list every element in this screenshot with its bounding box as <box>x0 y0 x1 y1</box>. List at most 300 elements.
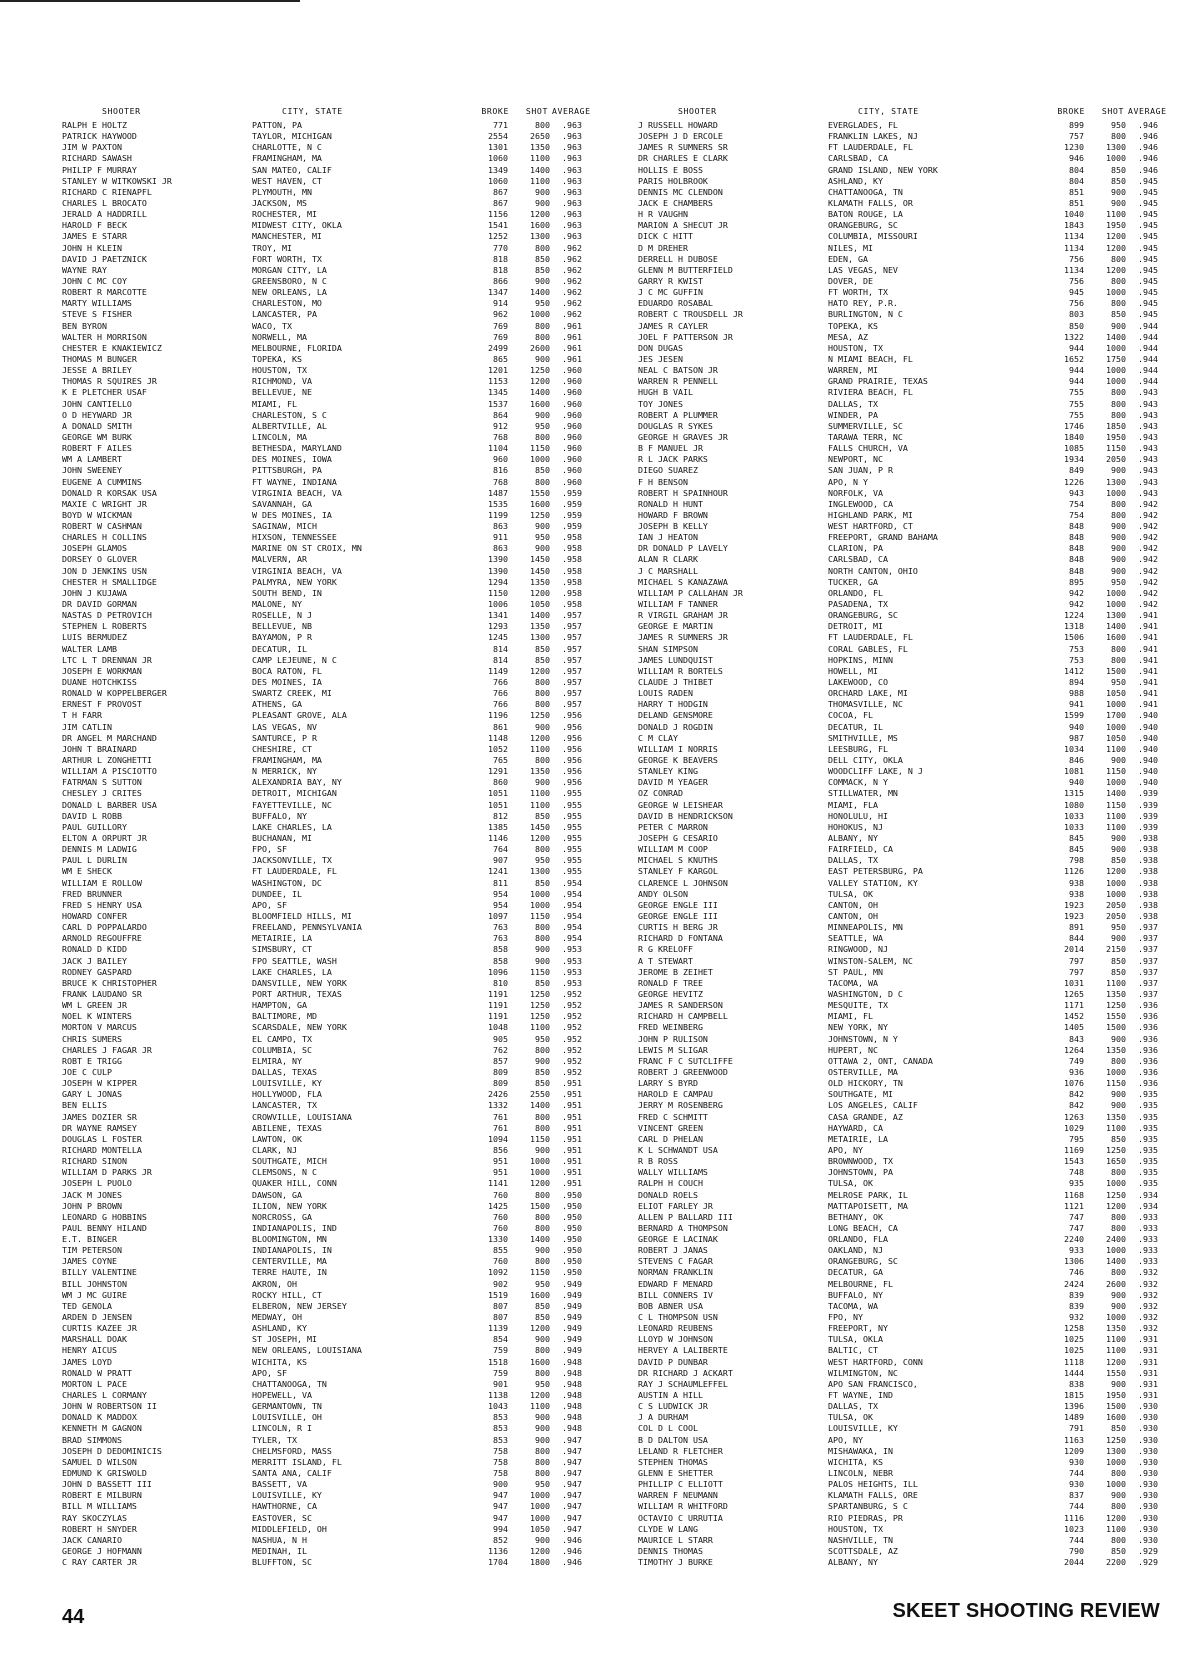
city-state: MIDDLEFIELD, OH <box>252 1523 327 1534</box>
shot-count: 900 <box>535 1055 550 1066</box>
broke-count: 853 <box>493 1434 508 1445</box>
broke-count: 899 <box>1069 120 1084 130</box>
city-state: BUFFALO, NY <box>828 1289 883 1300</box>
shot-count: 1000 <box>1106 287 1126 298</box>
broke-count: 855 <box>493 1245 508 1256</box>
shot-count: 1350 <box>1106 1044 1126 1055</box>
table-row <box>638 878 1170 889</box>
broke-count: 867 <box>493 186 508 197</box>
broke-count: 758 <box>493 1468 508 1479</box>
average: .947 <box>562 1434 582 1445</box>
average: .955 <box>562 810 582 821</box>
shot-count: 1000 <box>1106 1312 1126 1323</box>
average: .932 <box>1138 1323 1158 1334</box>
table-row <box>62 1022 594 1033</box>
table-row <box>638 1390 1170 1401</box>
shot-count: 1400 <box>530 1100 550 1111</box>
shot-count: 900 <box>1111 833 1126 843</box>
shot-count: 900 <box>535 186 550 197</box>
table-row <box>62 1145 594 1156</box>
broke-count: 1025 <box>1064 1345 1084 1356</box>
shooter-name: DAVID B HENDRICKSON <box>638 810 733 821</box>
shot-count: 1550 <box>1106 1367 1126 1378</box>
broke-count: 798 <box>1069 855 1084 866</box>
shooter-name: DORSEY O GLOVER <box>62 554 137 565</box>
average: .935 <box>1138 1100 1158 1111</box>
average: .942 <box>1138 576 1158 587</box>
shooter-name: RICHARD D FONTANA <box>638 933 723 944</box>
shooter-name: RONALD W PRATT <box>62 1367 132 1378</box>
city-state: LONG BEACH, CA <box>828 1222 898 1233</box>
table-row <box>62 499 594 510</box>
city-state: SWARTZ CREEK, MI <box>252 688 332 699</box>
broke-count: 1934 <box>1064 454 1084 465</box>
average: .960 <box>562 454 582 465</box>
average: .941 <box>1138 665 1158 676</box>
broke-count: 1134 <box>1064 242 1084 253</box>
shooter-name: GEORGE K BEAVERS <box>638 755 718 766</box>
table-row <box>638 1123 1170 1134</box>
shooter-name: JAMES R SUMNERS JR <box>638 632 728 643</box>
table-row <box>62 387 594 398</box>
table-row <box>638 488 1170 499</box>
city-state: WEST HARTFORD, CONN <box>828 1356 923 1367</box>
table-row <box>62 1501 594 1512</box>
shooter-name: JAMES DOZIER SR <box>62 1111 137 1122</box>
average: .951 <box>562 1156 582 1167</box>
table-row <box>638 844 1170 855</box>
average: .952 <box>562 1022 582 1033</box>
city-state: N MIAMI BEACH, FL <box>828 353 913 364</box>
broke-count: 1487 <box>488 487 508 498</box>
shooter-name: DONALD J ROGDIN <box>638 721 713 732</box>
city-state: LOS ANGELES, CALIF <box>828 1100 918 1111</box>
broke-count: 768 <box>493 476 508 487</box>
average: .944 <box>1138 320 1158 331</box>
shooter-name: DOUGLAS R SYKES <box>638 420 713 431</box>
city-state: MEDINAH, IL <box>252 1546 307 1556</box>
city-state: EL CAMPO, TX <box>252 1033 312 1044</box>
table-row <box>62 1546 594 1557</box>
average: .945 <box>1138 242 1158 253</box>
left-table-body <box>62 120 594 1568</box>
shot-count: 1350 <box>530 142 550 153</box>
shot-count: 950 <box>535 420 550 431</box>
table-row <box>638 499 1170 510</box>
shot-count: 950 <box>535 1033 550 1044</box>
table-row <box>62 209 594 220</box>
city-state: DELL CITY, OKLA <box>828 755 903 766</box>
shooter-name: ROBERT A PLUMMER <box>638 409 718 420</box>
average: .933 <box>1138 1245 1158 1256</box>
shooter-name: HOLLIS E BOSS <box>638 164 703 175</box>
shot-count: 1200 <box>530 833 550 843</box>
average: .935 <box>1138 1144 1158 1155</box>
shooter-name: ARTHUR L ZONGHETTI <box>62 755 152 766</box>
table-row <box>638 1535 1170 1546</box>
shot-count: 1450 <box>530 565 550 576</box>
broke-count: 1043 <box>488 1401 508 1412</box>
shooter-name: KENNETH M GAGNON <box>62 1423 142 1434</box>
shooter-name: PAUL GUILLORY <box>62 821 127 832</box>
shooter-name: C L THOMPSON USN <box>638 1312 718 1323</box>
average: .950 <box>562 1256 582 1267</box>
city-state: ST JOSEPH, MI <box>252 1334 317 1345</box>
average: .957 <box>562 677 582 688</box>
shooter-name: WM A LAMBERT <box>62 454 122 465</box>
table-row <box>638 1290 1170 1301</box>
shooter-name: ROBERT H SNYDER <box>62 1523 137 1534</box>
shooter-name: A T STEWART <box>638 955 693 966</box>
table-row <box>638 1190 1170 1201</box>
table-row <box>638 1212 1170 1223</box>
city-state: RIVIERA BEACH, FL <box>828 387 913 398</box>
shot-count: 1400 <box>1106 621 1126 632</box>
table-row <box>62 644 594 655</box>
shot-count: 1500 <box>1106 665 1126 676</box>
broke-count: 867 <box>493 197 508 208</box>
broke-count: 1543 <box>1064 1156 1084 1167</box>
average: .963 <box>562 164 582 175</box>
shooter-name: JERRY M ROSENBERG <box>638 1100 723 1111</box>
shooter-name: CHESLEY J CRITES <box>62 788 142 799</box>
broke-count: 807 <box>493 1312 508 1323</box>
average: .935 <box>1138 1156 1158 1167</box>
city-state: HAWTHORNE, CA <box>252 1501 317 1512</box>
broke-count: 1060 <box>488 153 508 164</box>
city-state: METAIRIE, LA <box>252 933 312 944</box>
average: .959 <box>562 487 582 498</box>
shooter-name: CHARLES H COLLINS <box>62 532 147 543</box>
shot-count: 1350 <box>530 766 550 777</box>
shot-count: 1100 <box>1106 743 1126 754</box>
broke-count: 1815 <box>1064 1390 1084 1401</box>
average: .955 <box>562 844 582 855</box>
broke-count: 1541 <box>488 220 508 231</box>
shot-count: 1500 <box>1106 1401 1126 1412</box>
shooter-name: JOHN W ROBERTSON II <box>62 1401 157 1412</box>
city-state: HIXSON, TENNESSEE <box>252 532 337 543</box>
city-state: CHELMSFORD, MASS <box>252 1445 332 1456</box>
shooter-name: JOHN J KUJAWA <box>62 587 127 598</box>
table-row <box>62 1112 594 1123</box>
shot-count: 1250 <box>530 509 550 520</box>
table-row <box>638 399 1170 410</box>
city-state: PATTON, PA <box>252 120 302 130</box>
broke-count: 1029 <box>1064 1122 1084 1133</box>
broke-count: 814 <box>493 643 508 654</box>
shot-count: 1200 <box>530 376 550 387</box>
city-state: SEATTLE, WA <box>828 933 883 944</box>
table-row <box>638 309 1170 320</box>
shooter-name: BRAD SIMMONS <box>62 1434 122 1445</box>
broke-count: 866 <box>493 275 508 286</box>
broke-count: 1052 <box>488 743 508 754</box>
average: .932 <box>1138 1278 1158 1289</box>
table-row <box>638 554 1170 565</box>
shooter-name: ERNEST F PROVOST <box>62 699 142 710</box>
city-state: APO, NY <box>828 1144 863 1155</box>
shot-count: 1250 <box>1106 1434 1126 1445</box>
average: .931 <box>1138 1334 1158 1345</box>
broke-count: 1263 <box>1064 1111 1084 1122</box>
shot-count: 800 <box>535 331 550 342</box>
shooter-name: SHAN SIMPSON <box>638 643 698 654</box>
city-state: LANCASTER, PA <box>252 309 317 320</box>
shooter-name: JOHN T BRAINARD <box>62 743 137 754</box>
average: .932 <box>1138 1267 1158 1278</box>
shooter-name: ALAN R CLARK <box>638 554 698 565</box>
shooter-name: R L JACK PARKS <box>638 454 708 465</box>
table-row <box>62 142 594 153</box>
city-state: ROCHESTER, MI <box>252 209 317 220</box>
broke-count: 851 <box>1069 197 1084 208</box>
average: .957 <box>562 654 582 665</box>
broke-count: 809 <box>493 1066 508 1077</box>
broke-count: 1168 <box>1064 1189 1084 1200</box>
shooter-name: JOSEPH D DEDOMINICIS <box>62 1445 162 1456</box>
average: .931 <box>1138 1356 1158 1367</box>
broke-count: 766 <box>493 677 508 688</box>
table-row <box>638 1345 1170 1356</box>
city-state: WARREN, MI <box>828 365 878 376</box>
shot-count: 900 <box>535 521 550 532</box>
shot-count: 1000 <box>1106 1178 1126 1189</box>
shot-count: 850 <box>535 253 550 264</box>
shot-count: 1100 <box>530 788 550 799</box>
shooter-name: OZ CONRAD <box>638 788 683 799</box>
shooter-name: WILLIAM I NORRIS <box>638 743 718 754</box>
shooter-name: GEORGE H GRAVES JR <box>638 431 728 442</box>
shot-count: 900 <box>1111 197 1126 208</box>
shooter-name: GEORGE ENGLE III <box>638 899 718 910</box>
shooter-name: JOSEPH W KIPPER <box>62 1078 137 1089</box>
shot-count: 800 <box>1111 387 1126 398</box>
table-row <box>638 1435 1170 1446</box>
shot-count: 800 <box>1111 1167 1126 1178</box>
average: .940 <box>1138 721 1158 732</box>
shot-count: 1150 <box>1106 799 1126 810</box>
shooter-name: FATRMAN S SUTTON <box>62 777 142 788</box>
city-state: WINDER, PA <box>828 409 878 420</box>
table-row <box>638 1312 1170 1323</box>
average: .945 <box>1138 253 1158 264</box>
shooter-name: ROBERT J JANAS <box>638 1245 708 1256</box>
shooter-name: HAROLD E CAMPAU <box>638 1089 713 1100</box>
broke-count: 848 <box>1069 565 1084 576</box>
shooter-name: CHARLES J FAGAR JR <box>62 1044 152 1055</box>
average: .945 <box>1138 186 1158 197</box>
table-row <box>62 1178 594 1189</box>
average: .930 <box>1138 1456 1158 1467</box>
shooter-name: JACK E CHAMBERS <box>638 197 713 208</box>
city-state: EDEN, GA <box>828 253 868 264</box>
shooter-name: DOUGLAS L FOSTER <box>62 1133 142 1144</box>
shot-count: 1550 <box>1106 1011 1126 1022</box>
city-state: WEST HAVEN, CT <box>252 175 322 186</box>
average: .952 <box>562 1000 582 1011</box>
average: .945 <box>1138 275 1158 286</box>
average: .930 <box>1138 1401 1158 1412</box>
shot-count: 1600 <box>1106 1412 1126 1423</box>
shot-count: 800 <box>535 1256 550 1267</box>
city-state: BASSETT, VA <box>252 1479 307 1490</box>
shot-count: 1100 <box>530 153 550 164</box>
city-state: NASHVILLE, TN <box>828 1534 893 1545</box>
broke-count: 849 <box>1069 465 1084 476</box>
table-row <box>62 699 594 710</box>
average: .951 <box>562 1122 582 1133</box>
average: .956 <box>562 743 582 754</box>
broke-count: 1385 <box>488 821 508 832</box>
city-state: CHESHIRE, CT <box>252 743 312 754</box>
city-state: LINCOLN, NEBR <box>828 1468 893 1479</box>
city-state: BOCA RATON, FL <box>252 665 322 676</box>
shot-count: 800 <box>535 1468 550 1479</box>
broke-count: 891 <box>1069 922 1084 933</box>
city-state: TERRE HAUTE, IN <box>252 1267 327 1278</box>
table-row <box>62 1557 594 1568</box>
shot-count: 2050 <box>1106 454 1126 465</box>
city-state: LAS VEGAS, NEV <box>828 264 898 275</box>
table-row <box>62 844 594 855</box>
average: .951 <box>562 1089 582 1100</box>
broke-count: 1126 <box>1064 866 1084 877</box>
header-city-state: CITY, STATE <box>858 106 919 116</box>
shooter-name: ELTON A ORPURT JR <box>62 833 147 843</box>
broke-count: 1315 <box>1064 788 1084 799</box>
shot-count: 1200 <box>530 209 550 220</box>
table-row <box>638 231 1170 242</box>
shot-count: 800 <box>1111 1055 1126 1066</box>
broke-count: 1535 <box>488 498 508 509</box>
table-row <box>638 1546 1170 1557</box>
shot-count: 900 <box>1111 565 1126 576</box>
average: .943 <box>1138 443 1158 454</box>
table-row <box>638 1022 1170 1033</box>
city-state: LAS VEGAS, NV <box>252 721 317 732</box>
broke-count: 1264 <box>1064 1044 1084 1055</box>
shooter-name: ROBERT E MILBURN <box>62 1490 142 1501</box>
broke-count: 1060 <box>488 175 508 186</box>
broke-count: 760 <box>493 1222 508 1233</box>
city-state: LOUISVILLE, OH <box>252 1412 322 1423</box>
shooter-name: JOHN SWEENEY <box>62 465 122 476</box>
shooter-name: JACK J BAILEY <box>62 955 127 966</box>
shot-count: 1200 <box>1106 866 1126 877</box>
shot-count: 1350 <box>530 576 550 587</box>
shooter-name: C S LUDWICK JR <box>638 1401 708 1412</box>
shooter-name: STANLEY KING <box>638 766 698 777</box>
shot-count: 900 <box>1111 844 1126 855</box>
city-state: WACO, TX <box>252 320 292 331</box>
city-state: LINCOLN, R I <box>252 1423 312 1434</box>
shot-count: 1750 <box>1106 353 1126 364</box>
average: .936 <box>1138 1033 1158 1044</box>
average: .938 <box>1138 910 1158 921</box>
broke-count: 1341 <box>488 610 508 621</box>
city-state: MORGAN CITY, LA <box>252 264 327 275</box>
average: .961 <box>562 331 582 342</box>
table-row <box>62 577 594 588</box>
shot-count: 800 <box>535 844 550 855</box>
table-row <box>62 554 594 565</box>
average: .936 <box>1138 1022 1158 1033</box>
table-row <box>62 1056 594 1067</box>
city-state: LOUISVILLE, KY <box>828 1423 898 1434</box>
broke-count: 753 <box>1069 643 1084 654</box>
city-state: APO, NY <box>828 1434 863 1445</box>
broke-count: 858 <box>493 944 508 955</box>
table-row <box>638 1368 1170 1379</box>
shot-count: 800 <box>1111 275 1126 286</box>
shot-count: 1150 <box>530 443 550 454</box>
city-state: HATO REY, P.R. <box>828 298 898 309</box>
table-row <box>638 1134 1170 1145</box>
shooter-name: GARY L JONAS <box>62 1089 122 1100</box>
average: .956 <box>562 777 582 788</box>
city-state: KLAMATH FALLS, OR <box>828 197 913 208</box>
table-row <box>62 1045 594 1056</box>
shot-count: 950 <box>1111 677 1126 688</box>
city-state: BETHANY, OK <box>828 1211 883 1222</box>
city-state: ALBANY, NY <box>828 1557 878 1568</box>
shooter-name: CURTIS H BERG JR <box>638 922 718 933</box>
shot-count: 850 <box>1111 175 1126 186</box>
average: .946 <box>562 1557 582 1568</box>
shot-count: 900 <box>1111 933 1126 944</box>
city-state: EAST PETERSBURG, PA <box>828 866 923 877</box>
average: .945 <box>1138 264 1158 275</box>
city-state: FT LAUDERDALE, FL <box>252 866 337 877</box>
city-state: BURLINGTON, N C <box>828 309 903 320</box>
table-row <box>62 343 594 354</box>
average: .946 <box>1138 142 1158 153</box>
broke-count: 1704 <box>488 1557 508 1568</box>
city-state: MIAMI, FL <box>252 398 297 409</box>
shooter-name: BEN BYRON <box>62 320 107 331</box>
table-row <box>62 198 594 209</box>
city-state: HAMPTON, GA <box>252 1000 307 1011</box>
average: .951 <box>562 1167 582 1178</box>
average: .960 <box>562 476 582 487</box>
shot-count: 900 <box>1111 521 1126 532</box>
average: .935 <box>1138 1122 1158 1133</box>
shooter-name: RICHARD SAWASH <box>62 153 132 164</box>
shooter-name: ROBT E TRIGG <box>62 1055 122 1066</box>
average: .958 <box>562 532 582 543</box>
average: .955 <box>562 799 582 810</box>
shot-count: 1200 <box>530 1390 550 1401</box>
table-row <box>62 231 594 242</box>
broke-count: 1291 <box>488 766 508 777</box>
shooter-name: JES JESEN <box>638 353 683 364</box>
broke-count: 895 <box>1069 576 1084 587</box>
table-row <box>638 1412 1170 1423</box>
table-row <box>62 788 594 799</box>
average: .953 <box>562 944 582 955</box>
shooter-name: JAMES COYNE <box>62 1256 117 1267</box>
broke-count: 1156 <box>488 209 508 220</box>
average: .947 <box>562 1468 582 1479</box>
city-state: METAIRIE, LA <box>828 1133 888 1144</box>
table-row <box>62 220 594 231</box>
shooter-name: JAMES R SANDERSON <box>638 1000 723 1011</box>
broke-count: 865 <box>493 353 508 364</box>
broke-count: 760 <box>493 1256 508 1267</box>
shooter-name: JOHN P RULISON <box>638 1033 708 1044</box>
table-row <box>638 855 1170 866</box>
